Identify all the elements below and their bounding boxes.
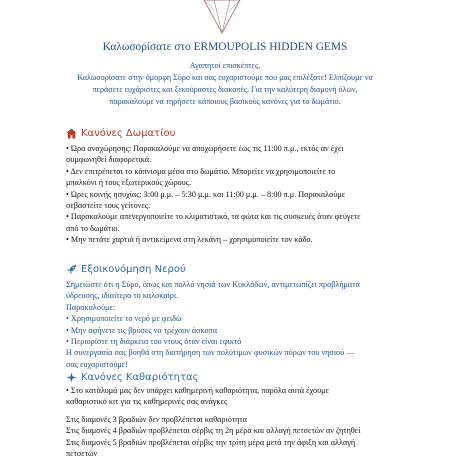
room-rules-list <box>66 143 396 246</box>
list-item: σας ευχαριστούμε! <box>66 359 128 369</box>
water-saving-heading: Εξοικονόμηση Νερού <box>66 264 186 275</box>
house-icon <box>66 128 77 139</box>
page-title: Καλωσορίσατε στο ERMOUPOLIS HIDDEN GEMS <box>102 41 348 53</box>
list-item: σεβαστείτε τους γείτονες. <box>66 201 151 211</box>
intro-line: παρακαλούμε να τηρήσετε κάποιους βασικούς κανόνες για το δωμάτιο. <box>109 97 341 106</box>
intro-line: Αγαπητοί επισκέπτες, <box>189 61 261 70</box>
list-item: • Ώρα αναχώρησης: Παρακαλούμε να αποχωρήσετε έως τις 11:00 π.μ., εκτός αν έχει <box>66 144 344 153</box>
list-item: πετσετών <box>66 449 98 459</box>
list-item: μπαλκόνι ή τους εξωτερικούς χώρους. <box>66 178 191 188</box>
list-item: Παρακαλούμε: <box>66 302 116 312</box>
list-item: • Στο κατάλυμά μας δεν υπάρχει καθημερινή καθαριότητα, παρόλα αυτά έχουμε <box>66 386 330 395</box>
list-item: • Ώρες κοινής ησυχίας: 3:00 μ.μ. – 5:30 μ.μ. και 11:00 μ.μ. – 8:00 π.μ. Παρακαλούμε <box>66 189 346 199</box>
list-item: • Χρησιμοποιείτε το νερό με φειδώ <box>66 314 182 324</box>
intro-line: περάσετε ευχάριστες και ξεκούραστες διακοπές. Για την καλύτερη διαμονή όλων, <box>92 85 358 94</box>
list-item: συμφωνηθεί διαφορετικά. <box>66 155 152 165</box>
list-item: από το δωμάτιο. <box>66 223 120 233</box>
list-item: Στις διαμονές 4 βραδιών προβλέπεται σέρβις τη 2η μέρα και αλλαγή πετσετών αν ζητηθεί <box>66 426 361 436</box>
list-item: Στις διαμονές 5 βραδιών προβλέπεται σέρβις την τρίτη μέρα μετά την άφιξη και αλλαγή <box>66 437 356 447</box>
water-saving-text <box>66 279 396 370</box>
list-item: Στις διαμονές 3 βραδιών δεν προβλέπεται καθαριότητα <box>66 414 247 424</box>
list-item: Η συνεργασία σας βοηθά στη διατήρηση των πολύτιμων φυσικών πόρων του νησιού — <box>66 348 355 358</box>
diamond-logo-icon <box>200 0 244 34</box>
list-item: • Μην αφήνετε τις βρύσες να τρέχουν άσκοπα <box>66 325 218 335</box>
intro-line: Καλωσορίσατε στην όμορφη Σύρο και σας ευχαριστούμε που μας επιλέξατε! Ελπίζουμε να <box>77 73 373 82</box>
list-item: • Μην πετάτε χαρτιά ή αντικείμενα στη λεκάνη – χρησιμοποιείτε τον κάδο. <box>66 235 313 245</box>
cleaning-rules-heading: Κανόνες Καθαριότητας <box>66 372 198 383</box>
list-item: Σημειώστε ότι η Σύρο, όπως και πολλά νησιά των Κυκλάδων, αντιμετωπίζει προβλήματα <box>66 280 360 289</box>
cleaning-rules-text <box>66 385 396 459</box>
intro-text <box>40 60 410 108</box>
room-rules-heading: Κανόνες Δωματίου <box>66 128 175 139</box>
list-item: καθαριστικό κιτ για τις καθημερινές σας ανάγκες <box>66 397 228 407</box>
sparkle-icon <box>66 372 77 383</box>
list-item: ύδρευσης, ιδιαίτερα το καλοκαίρι. <box>66 291 179 301</box>
list-item: • Περιορίστε τη διάρκεια του ντους όταν είναι εφικτό <box>66 337 242 347</box>
list-item: • Παρακαλούμε απενεργοποιείτε το κλιματιστικό, τα φώτα και τις συσκευές όταν φεύγετε <box>66 212 361 222</box>
list-item: • Δεν επιτρέπεται το κάπνισμα μέσα στο δωμάτιο. Μπορείτε να χρησιμοποιείτε το <box>66 166 336 176</box>
rocket-icon <box>66 264 77 275</box>
